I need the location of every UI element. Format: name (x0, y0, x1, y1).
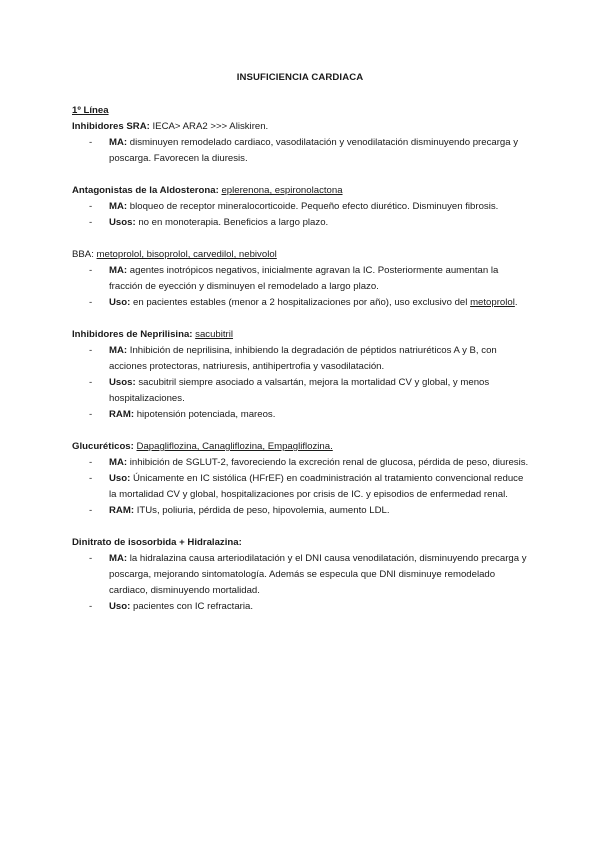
dash-marker: - (89, 217, 93, 228)
item-term: MA: (109, 137, 128, 148)
dash-marker: - (89, 137, 93, 148)
item-text: pacientes con IC refractaria. (133, 601, 253, 612)
list-item (72, 375, 532, 407)
document-title: INSUFICIENCIA CARDIACA (236, 72, 364, 83)
list-item (72, 215, 532, 231)
section-drugs: Dapagliflozina, Canagliflozina, Empagliflozina. (136, 441, 333, 452)
bullet-list (72, 263, 532, 311)
section-heading-aldosterona (72, 183, 532, 199)
item-underlined-drug: metoprolol (470, 297, 515, 308)
section-heading-sra (72, 119, 532, 135)
item-text: sacubitril siempre asociado a valsartán, mejora la mortalidad CV y global, y menos hospitalizaciones. (109, 377, 490, 404)
section-heading-bba (72, 247, 532, 263)
dash-marker: - (89, 457, 93, 468)
list-item (72, 503, 532, 519)
dash-marker: - (89, 473, 93, 484)
section-label: BBA: (72, 249, 94, 260)
bullet-list (72, 343, 532, 423)
section-label: Dinitrato de isosorbida + Hidralazina: (72, 537, 242, 548)
list-item (72, 135, 532, 167)
section-label: Inhibidores SRA: (72, 121, 150, 132)
section-label: Antagonistas de la Aldosterona: (72, 185, 219, 196)
item-term: Uso: (109, 473, 131, 484)
item-text: Inhibición de neprilisina, inhibiendo la degradación de péptidos natriuréticos A y B, con acciones protectoras, natriuresis, antihipertrofia y vasodilatación. (109, 345, 497, 372)
list-item (72, 295, 532, 311)
item-term: RAM: (109, 409, 135, 420)
list-item (72, 343, 532, 375)
list-item (72, 455, 532, 471)
item-text: hipotensión potenciada, mareos. (136, 409, 276, 420)
section-drugs: metoprolol, bisoprolol, carvedilol, nebivolol (96, 249, 277, 260)
dash-marker: - (89, 409, 93, 420)
bullet-list (72, 455, 532, 519)
section-heading-glucureticos (72, 439, 532, 455)
item-text-end: . (514, 297, 518, 308)
section-drugs: eplerenona, espironolactona (221, 185, 343, 196)
bullet-list (72, 551, 532, 615)
item-term: RAM: (109, 505, 135, 516)
section-heading-dinitrato (72, 535, 532, 551)
section-subtitle (72, 103, 532, 119)
list-item (72, 199, 532, 215)
dash-marker: - (89, 345, 93, 356)
dash-marker: - (89, 201, 93, 212)
list-item (72, 471, 532, 503)
dash-marker: - (89, 265, 93, 276)
item-term: Usos: (109, 217, 136, 228)
item-term: Uso: (109, 601, 131, 612)
dash-marker: - (89, 297, 93, 308)
dash-marker: - (89, 377, 93, 388)
dash-marker: - (89, 601, 93, 612)
item-term: MA: (109, 553, 128, 564)
section-heading-neprilisina (72, 327, 532, 343)
item-term: MA: (109, 457, 128, 468)
item-text: disminuyen remodelado cardiaco, vasodilatación y venodilatación disminuyendo precarga y poscarga. Favorecen la diuresis. (109, 137, 519, 164)
bullet-list (72, 199, 532, 231)
item-text: agentes inotrópicos negativos, inicialmente agravan la IC. Posteriormente aumentan la fracción de eyección y disminuyen el remodelado a largo plazo. (109, 265, 499, 292)
section-label: Glucuréticos: (72, 441, 134, 452)
list-item (72, 599, 532, 615)
list-item (72, 263, 532, 295)
item-term: Usos: (109, 377, 136, 388)
dash-marker: - (89, 553, 93, 564)
document-body (72, 103, 532, 615)
list-item (72, 407, 532, 423)
dash-marker: - (89, 505, 93, 516)
first-line-subtitle: 1º Línea (72, 105, 109, 116)
item-term: MA: (109, 201, 128, 212)
item-text: la hidralazina causa arteriodilatación y el DNI causa venodilatación, disminuyendo precarga y poscarga, mejorando sintomatología. Además se especula que DNI disminuye remodelado cardiaco, disminuyendo mortalidad. (109, 553, 527, 596)
item-term: Uso: (109, 297, 131, 308)
item-text: bloqueo de receptor mineralocorticoide. Pequeño efecto diurético. Disminuyen fibrosis. (129, 201, 499, 212)
section-label: Inhibidores de Neprilisina: (72, 329, 193, 340)
item-text: ITUs, poliuria, pérdida de peso, hipovolemia, aumento LDL. (136, 505, 390, 516)
item-text: Únicamente en IC sistólica (HFrEF) en coadministración al tratamiento convencional reduce la mortalidad CV y global, hospitalizaciones por crisis de IC. y episodios de enfermedad renal. (109, 473, 524, 500)
item-text: no en monoterapia. Beneficios a largo plazo. (138, 217, 329, 228)
item-text: en pacientes estables (menor a 2 hospitalizaciones por año), uso exclusivo del (133, 297, 468, 308)
bullet-list (72, 135, 532, 167)
section-drugs: sacubitril (195, 329, 234, 340)
section-drugs: IECA> ARA2 >>> Aliskiren. (152, 121, 269, 132)
item-term: MA: (109, 345, 128, 356)
item-term: MA: (109, 265, 128, 276)
item-text: inhibición de SGLUT-2, favoreciendo la excreción renal de glucosa, pérdida de peso, diuresis. (129, 457, 529, 468)
list-item (72, 551, 532, 599)
